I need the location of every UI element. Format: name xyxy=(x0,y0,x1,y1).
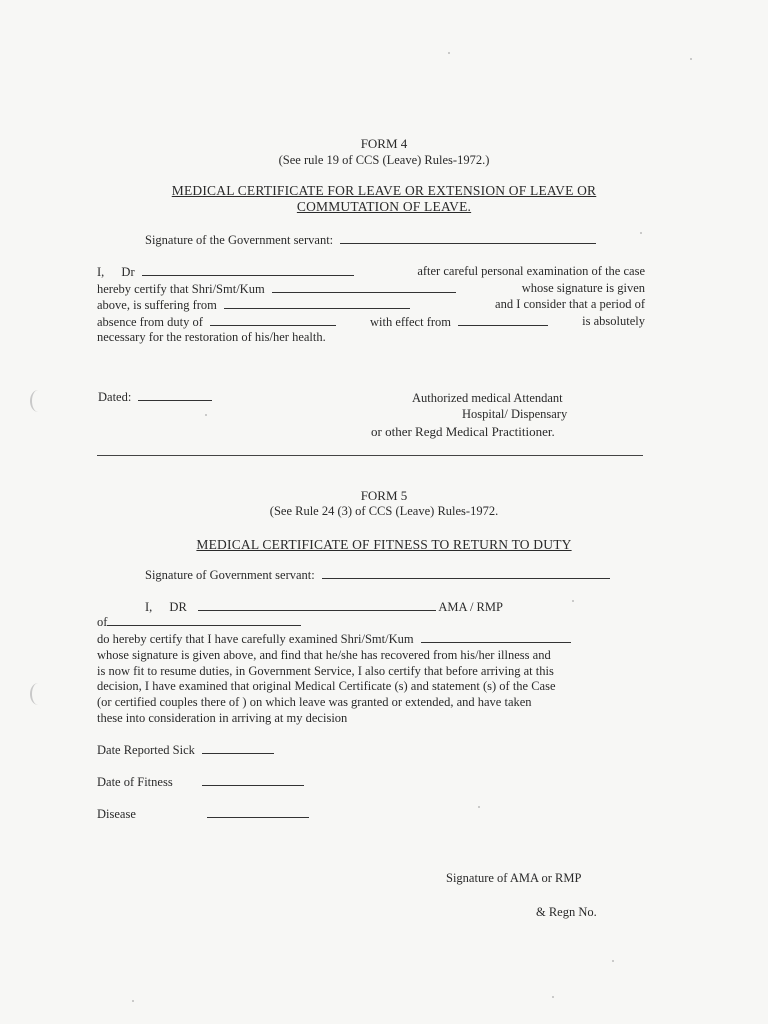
scan-speck xyxy=(690,58,692,60)
form4-signature-blank[interactable] xyxy=(340,232,596,244)
form4-title-line1: MEDICAL CERTIFICATE FOR LEAVE OR EXTENSION OF LEAVE OR xyxy=(171,183,597,198)
form4-text: absence from duty of xyxy=(97,314,203,329)
form4-body-line xyxy=(97,264,645,281)
form5-doctor-field xyxy=(145,599,503,615)
form5-date-reported-sick-label: Date Reported Sick xyxy=(97,743,195,757)
form4-signature-field xyxy=(145,232,596,248)
form5-signature-blank[interactable] xyxy=(322,567,610,579)
form5-disease-field xyxy=(97,806,309,822)
form5-body-line xyxy=(97,631,645,648)
form5-signature-label: Signature of Government servant: xyxy=(145,568,315,582)
form4-body-line xyxy=(97,314,645,331)
form5-of-blank[interactable] xyxy=(107,614,301,626)
form5-body-line: these into consideration in arriving at my decision xyxy=(97,710,348,725)
form4-text: after careful personal examination of the case xyxy=(417,264,645,278)
scan-speck xyxy=(478,806,480,808)
form4-certificate-body xyxy=(97,264,645,346)
form5-date-of-fitness-field xyxy=(97,774,304,790)
form5-body-line: whose signature is given above, and find that he/she has recovered from his/her illness and xyxy=(97,647,551,662)
form5-rule-reference: (See Rule 24 (3) of CCS (Leave) Rules-1972. xyxy=(269,504,499,518)
form5-body-line: is now fit to resume duties, in Government Service, I also certify that before arriving at this xyxy=(97,663,554,678)
form4-attendant-line2: Hospital/ Dispensary xyxy=(462,407,568,421)
form4-dated-blank[interactable] xyxy=(138,389,212,401)
form4-i-label: I, xyxy=(97,265,105,279)
form5-body-line: (or certified couples there of ) on which leave was granted or extended, and have taken xyxy=(97,695,532,710)
form4-number: FORM 4 xyxy=(360,136,408,151)
scan-speck xyxy=(640,232,642,234)
form4-text: whose signature is given xyxy=(521,280,645,295)
scan-speck xyxy=(612,960,614,962)
form5-disease-label: Disease xyxy=(97,807,136,821)
form5-title: MEDICAL CERTIFICATE OF FITNESS TO RETURN TO DUTY xyxy=(196,537,572,552)
scan-speck xyxy=(132,1000,134,1002)
form4-text: above, is suffering from xyxy=(97,298,217,312)
form4-body-line xyxy=(97,297,645,314)
form4-attendant-line3: or other Regd Medical Practitioner. xyxy=(371,424,555,439)
scan-speck xyxy=(205,414,207,416)
form5-patient-name-blank[interactable] xyxy=(421,631,571,643)
section-divider xyxy=(97,455,643,456)
form4-rule-reference: (See rule 19 of CCS (Leave) Rules-1972.) xyxy=(278,153,490,167)
form4-patient-name-blank[interactable] xyxy=(272,281,456,293)
form5-date-of-fitness-blank[interactable] xyxy=(202,774,304,786)
form4-text: hereby certify that Shri/Smt/Kum xyxy=(97,281,265,296)
form4-dated-label: Dated: xyxy=(98,390,132,404)
form5-date-of-fitness-label: Date of Fitness xyxy=(97,775,173,789)
scan-speck xyxy=(552,996,554,998)
form5-ama-rmp-label: AMA / RMP xyxy=(438,600,503,614)
form5-certificate-body xyxy=(97,631,645,727)
form4-title-line2: COMMUTATION OF LEAVE. xyxy=(296,199,472,214)
form4-absence-period-blank[interactable] xyxy=(210,314,336,326)
form5-doctor-name-blank[interactable] xyxy=(198,599,436,611)
form4-doctor-name-blank[interactable] xyxy=(142,264,354,276)
form4-signature-label: Signature of the Government servant: xyxy=(145,233,334,247)
form5-date-reported-sick-field xyxy=(97,742,274,758)
form5-body-line: decision, I have examined that original Medical Certificate (s) and statement (s) of the Case xyxy=(97,679,556,694)
form5-dr-label: DR xyxy=(169,600,187,614)
form5-text: do hereby certify that I have carefully examined Shri/Smt/Kum xyxy=(97,632,414,646)
form4-text: and I consider that a period of xyxy=(495,297,645,311)
form4-text: with effect from xyxy=(370,314,452,329)
binder-hole-mark xyxy=(30,390,46,412)
form5-ama-signature-label: Signature of AMA or RMP xyxy=(446,871,582,885)
form4-dr-label: Dr xyxy=(121,265,135,279)
form4-body-line xyxy=(97,281,645,298)
form5-number: FORM 5 xyxy=(360,488,408,503)
form5-disease-blank[interactable] xyxy=(207,806,309,818)
form5-regn-no-label: & Regn No. xyxy=(536,905,597,919)
form5-i-label: I, xyxy=(145,600,153,614)
form4-attendant-line1: Authorized medical Attendant xyxy=(412,391,563,405)
form4-effect-from-blank[interactable] xyxy=(458,314,548,326)
scan-speck xyxy=(448,52,450,54)
form5-of-field xyxy=(97,614,301,630)
scan-speck xyxy=(572,600,574,602)
form4-body-line: necessary for the restoration of his/her health. xyxy=(97,330,326,344)
form4-illness-blank[interactable] xyxy=(224,297,410,309)
form5-date-reported-sick-blank[interactable] xyxy=(202,742,274,754)
form5-signature-field xyxy=(145,567,610,583)
form5-of-label: of xyxy=(97,615,108,629)
binder-hole-mark xyxy=(30,683,46,705)
form4-text: is absolutely xyxy=(582,313,645,328)
form4-dated-field xyxy=(98,389,212,405)
